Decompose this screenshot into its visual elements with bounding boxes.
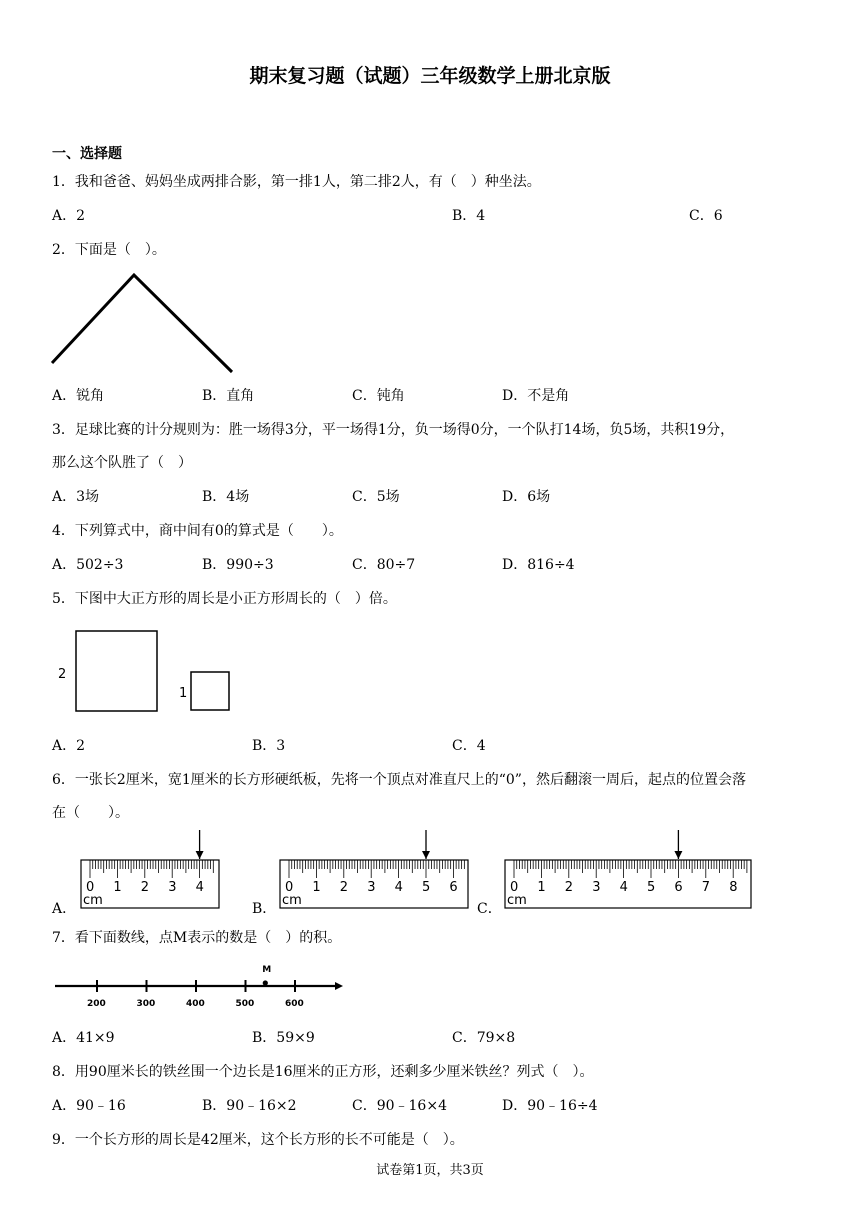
small-square-label: 1 bbox=[179, 686, 188, 701]
q5-option-c[interactable]: C．4 bbox=[452, 738, 486, 754]
ruler-tick-label: 3 bbox=[168, 880, 177, 895]
q2-option-a[interactable]: A．锐角 bbox=[52, 388, 105, 404]
ruler-tick-label: 8 bbox=[729, 880, 738, 895]
ruler-tick-label: 4 bbox=[195, 880, 204, 895]
ruler-tick-label: 6 bbox=[449, 880, 458, 895]
q1-option-a[interactable]: A．2 bbox=[52, 208, 86, 224]
ruler-tick-label: 1 bbox=[113, 880, 122, 895]
q3-option-b[interactable]: B．4场 bbox=[202, 489, 250, 505]
ruler-tick-label: 3 bbox=[592, 880, 601, 895]
ruler-tick-label: 2 bbox=[564, 880, 574, 895]
question-7-text: 7．看下面数线，点M表示的数是（ ）的积。 bbox=[52, 930, 342, 946]
ruler-unit-label: cm bbox=[507, 893, 527, 908]
number-line-tick-label: 500 bbox=[235, 999, 255, 1009]
page-footer: 试卷第1页，共3页 bbox=[376, 1163, 484, 1178]
ruler-tick-label: 3 bbox=[367, 880, 376, 895]
ruler-tick-label: 2 bbox=[339, 880, 349, 895]
q1-option-c[interactable]: C．6 bbox=[689, 208, 723, 224]
q6-option-a-letter[interactable]: A． bbox=[52, 901, 77, 917]
ruler-option-b bbox=[279, 828, 469, 910]
ruler-unit-label: cm bbox=[282, 893, 302, 908]
question-1-text: 1．我和爸爸、妈妈坐成两排合影，第一排1人，第二排2人，有（ ）种坐法。 bbox=[52, 174, 541, 190]
number-line bbox=[55, 962, 355, 1012]
number-line-tick-label: 300 bbox=[136, 999, 156, 1009]
q6-option-b-letter[interactable]: B． bbox=[252, 901, 277, 917]
question-6-text-line2: 在（ ）。 bbox=[52, 805, 129, 821]
number-line-tick-label: 400 bbox=[186, 999, 205, 1009]
q3-option-d[interactable]: D．6场 bbox=[502, 489, 551, 505]
q8-option-c[interactable]: C．90﹣16×4 bbox=[352, 1098, 447, 1114]
ruler-tick-label: 0 bbox=[285, 880, 294, 895]
arrow-head-icon bbox=[422, 851, 430, 859]
point-m-label: M bbox=[262, 965, 272, 975]
question-2-text: 2．下面是（ ）。 bbox=[52, 242, 166, 258]
big-square bbox=[76, 631, 157, 711]
q7-option-c[interactable]: C．79×8 bbox=[452, 1030, 516, 1046]
page-title: 期末复习题（试题）三年级数学上册北京版 bbox=[249, 65, 611, 87]
question-8-text: 8．用90厘米长的铁丝围一个边长是16厘米的正方形，还剩多少厘米铁丝？列式（ ）。 bbox=[52, 1064, 594, 1080]
q8-option-d[interactable]: D．90﹣16÷4 bbox=[502, 1098, 598, 1114]
ruler-tick-label: 5 bbox=[422, 880, 431, 895]
question-3-text-line1: 3．足球比赛的计分规则为：胜一场得3分，平一场得1分，负一场得0分，一个队打14场，负5场，共积19分， bbox=[52, 422, 735, 438]
q7-option-a[interactable]: A．41×9 bbox=[52, 1030, 115, 1046]
q5-option-a[interactable]: A．2 bbox=[52, 738, 86, 754]
ruler-tick-label: 0 bbox=[86, 880, 95, 895]
arrow-head-icon bbox=[196, 851, 204, 859]
ruler-unit-label: cm bbox=[83, 893, 103, 908]
number-line-tick-label: 200 bbox=[87, 999, 106, 1009]
number-line-tick-label: 600 bbox=[285, 999, 304, 1009]
section-heading: 一、选择题 bbox=[52, 146, 122, 162]
ruler-tick-label: 0 bbox=[510, 880, 519, 895]
arrow-right-icon bbox=[335, 982, 343, 990]
ruler-tick-label: 2 bbox=[140, 880, 150, 895]
question-3-text-line2: 那么这个队胜了（ ） bbox=[52, 455, 192, 471]
q2-option-b[interactable]: B．直角 bbox=[202, 388, 255, 404]
ruler-tick-label: 7 bbox=[701, 880, 711, 895]
q3-option-a[interactable]: A．3场 bbox=[52, 489, 100, 505]
ruler-option-c bbox=[504, 828, 752, 910]
point-m bbox=[263, 980, 268, 985]
ruler-tick-label: 4 bbox=[619, 880, 628, 895]
q4-option-d[interactable]: D．816÷4 bbox=[502, 557, 575, 573]
ruler-tick-label: 5 bbox=[647, 880, 656, 895]
ruler-tick-label: 6 bbox=[674, 880, 683, 895]
q2-option-c[interactable]: C．钝角 bbox=[352, 388, 405, 404]
question-9-text: 9．一个长方形的周长是42厘米，这个长方形的长不可能是（ ）。 bbox=[52, 1132, 464, 1148]
question-4-text: 4．下列算式中，商中间有0的算式是（ ）。 bbox=[52, 523, 343, 539]
question-5-text: 5．下图中大正方形的周长是小正方形周长的（ ）倍。 bbox=[52, 591, 397, 607]
ruler-tick-label: 1 bbox=[537, 880, 546, 895]
q7-option-b[interactable]: B．59×9 bbox=[252, 1030, 315, 1046]
q5-option-b[interactable]: B．3 bbox=[252, 738, 286, 754]
small-square bbox=[191, 672, 229, 710]
q4-option-b[interactable]: B．990÷3 bbox=[202, 557, 274, 573]
q3-option-c[interactable]: C．5场 bbox=[352, 489, 400, 505]
big-square-label: 2 bbox=[58, 667, 67, 682]
q1-option-b[interactable]: B．4 bbox=[452, 208, 486, 224]
q8-option-a[interactable]: A．90﹣16 bbox=[52, 1098, 126, 1114]
ruler-option-a bbox=[80, 828, 220, 910]
q2-option-d[interactable]: D．不是角 bbox=[502, 388, 570, 404]
squares-figure bbox=[55, 626, 255, 721]
ruler-tick-label: 4 bbox=[394, 880, 403, 895]
q8-option-b[interactable]: B．90﹣16×2 bbox=[202, 1098, 297, 1114]
question-6-text-line1: 6．一张长2厘米，宽1厘米的长方形硬纸板，先将一个顶点对准直尺上的“0”，然后翻滚一周后，起点的位置会落 bbox=[52, 772, 746, 788]
q6-option-c-letter[interactable]: C． bbox=[477, 901, 502, 917]
arrow-head-icon bbox=[674, 851, 682, 859]
q4-option-c[interactable]: C．80÷7 bbox=[352, 557, 416, 573]
q4-option-a[interactable]: A．502÷3 bbox=[52, 557, 124, 573]
angle-figure bbox=[48, 268, 238, 378]
ruler-tick-label: 1 bbox=[312, 880, 321, 895]
